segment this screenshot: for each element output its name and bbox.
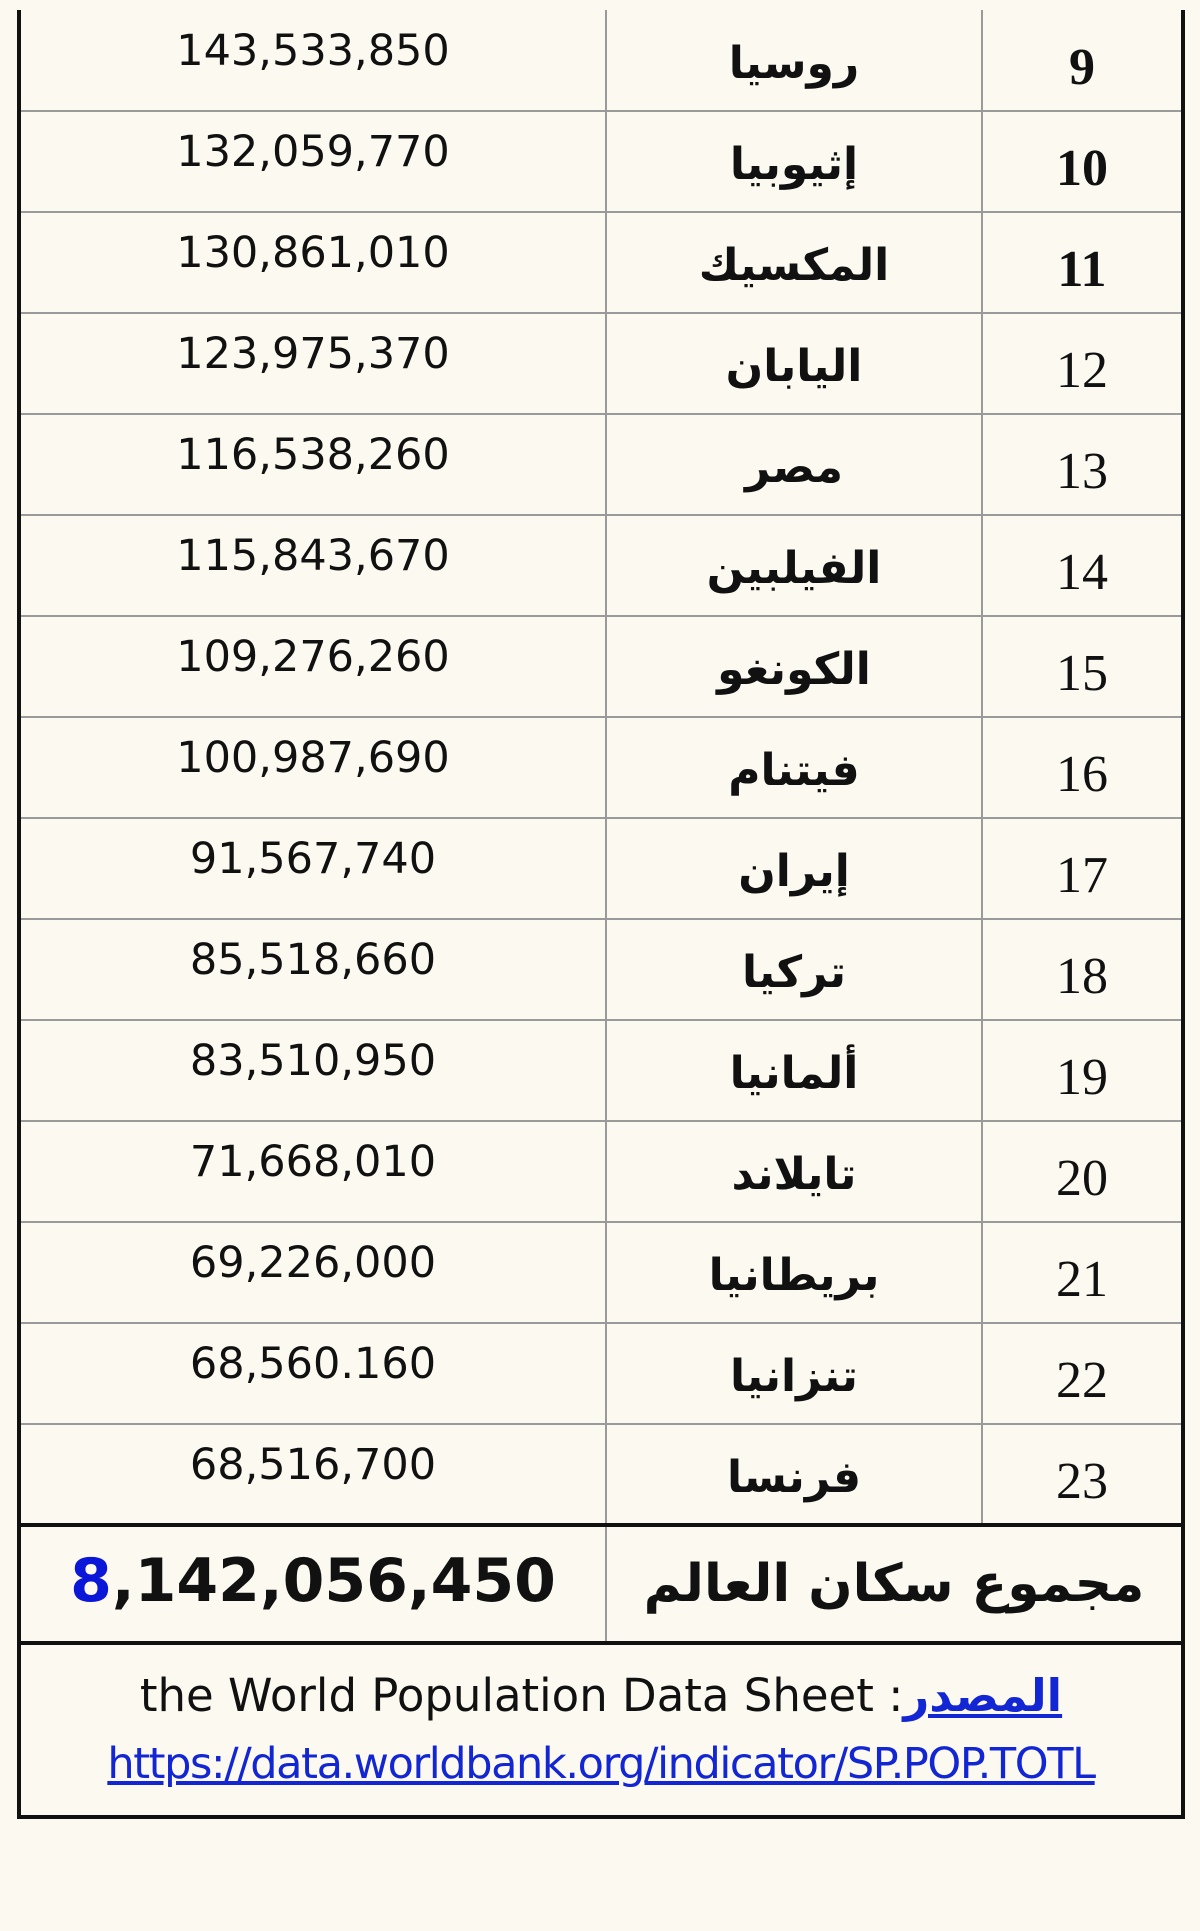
rank-cell: 19 bbox=[982, 1020, 1181, 1121]
country-cell: فرنسا bbox=[606, 1424, 982, 1525]
population-cell: 91,567,740 bbox=[21, 818, 606, 919]
population-cell: 71,668,010 bbox=[21, 1121, 606, 1222]
country-cell: اليابان bbox=[606, 313, 982, 414]
table-row bbox=[21, 717, 1181, 818]
population-cell: 68,516,700 bbox=[21, 1424, 606, 1525]
rank-cell: 18 bbox=[982, 919, 1181, 1020]
table-row bbox=[21, 919, 1181, 1020]
table-row bbox=[21, 212, 1181, 313]
population-cell: 123,975,370 bbox=[21, 313, 606, 414]
population-cell: 116,538,260 bbox=[21, 414, 606, 515]
population-table bbox=[21, 10, 1181, 1645]
country-cell: بريطانيا bbox=[606, 1222, 982, 1323]
rank-cell: 23 bbox=[982, 1424, 1181, 1525]
population-cell: 132,059,770 bbox=[21, 111, 606, 212]
country-cell: مصر bbox=[606, 414, 982, 515]
population-cell: 115,843,670 bbox=[21, 515, 606, 616]
world-total-value bbox=[21, 1525, 606, 1643]
population-cell: 83,510,950 bbox=[21, 1020, 606, 1121]
population-cell: 68,560.160 bbox=[21, 1323, 606, 1424]
population-cell: 109,276,260 bbox=[21, 616, 606, 717]
table-row bbox=[21, 1222, 1181, 1323]
rank-cell: 9 bbox=[982, 10, 1181, 111]
country-cell: تايلاند bbox=[606, 1121, 982, 1222]
country-cell: تنزانيا bbox=[606, 1323, 982, 1424]
source-label-link[interactable]: المصدر bbox=[903, 1669, 1063, 1722]
country-cell: ألمانيا bbox=[606, 1020, 982, 1121]
table-row bbox=[21, 515, 1181, 616]
country-cell: إيران bbox=[606, 818, 982, 919]
country-cell: الكونغو bbox=[606, 616, 982, 717]
table-row bbox=[21, 313, 1181, 414]
rank-cell: 22 bbox=[982, 1323, 1181, 1424]
rank-cell: 13 bbox=[982, 414, 1181, 515]
country-cell: الفيلبين bbox=[606, 515, 982, 616]
rank-cell: 12 bbox=[982, 313, 1181, 414]
table-row bbox=[21, 616, 1181, 717]
table-row bbox=[21, 1424, 1181, 1525]
source-url-link[interactable]: https://data.worldbank.org/indicator/SP.POP.TOTL bbox=[107, 1739, 1095, 1789]
source-line bbox=[21, 1671, 1181, 1721]
population-cell: 100,987,690 bbox=[21, 717, 606, 818]
country-cell: تركيا bbox=[606, 919, 982, 1020]
total-row bbox=[21, 1525, 1181, 1643]
rank-cell: 11 bbox=[982, 212, 1181, 313]
rank-cell: 10 bbox=[982, 111, 1181, 212]
table-row bbox=[21, 1323, 1181, 1424]
table-row bbox=[21, 10, 1181, 111]
rank-cell: 21 bbox=[982, 1222, 1181, 1323]
population-table-sheet bbox=[17, 10, 1185, 1819]
table-row bbox=[21, 1020, 1181, 1121]
country-cell: المكسيك bbox=[606, 212, 982, 313]
table-row bbox=[21, 414, 1181, 515]
rank-cell: 14 bbox=[982, 515, 1181, 616]
rank-cell: 20 bbox=[982, 1121, 1181, 1222]
population-rows bbox=[21, 10, 1181, 1643]
source-separator: : bbox=[888, 1669, 904, 1722]
population-cell: 85,518,660 bbox=[21, 919, 606, 1020]
table-row bbox=[21, 111, 1181, 212]
total-lead-digit: 8 bbox=[70, 1546, 112, 1616]
population-cell: 130,861,010 bbox=[21, 212, 606, 313]
table-row bbox=[21, 818, 1181, 919]
country-cell: فيتنام bbox=[606, 717, 982, 818]
population-cell: 69,226,000 bbox=[21, 1222, 606, 1323]
rank-cell: 16 bbox=[982, 717, 1181, 818]
world-total-label: مجموع سكان العالم bbox=[606, 1525, 1181, 1643]
table-row bbox=[21, 1121, 1181, 1222]
rank-cell: 15 bbox=[982, 616, 1181, 717]
rank-cell: 17 bbox=[982, 818, 1181, 919]
population-cell: 143,533,850 bbox=[21, 10, 606, 111]
total-rest-digits: ,142,056,450 bbox=[111, 1546, 556, 1616]
source-text: the World Population Data Sheet bbox=[139, 1669, 889, 1722]
country-cell: روسيا bbox=[606, 10, 982, 111]
country-cell: إثيوبيا bbox=[606, 111, 982, 212]
source-footer bbox=[21, 1645, 1181, 1815]
